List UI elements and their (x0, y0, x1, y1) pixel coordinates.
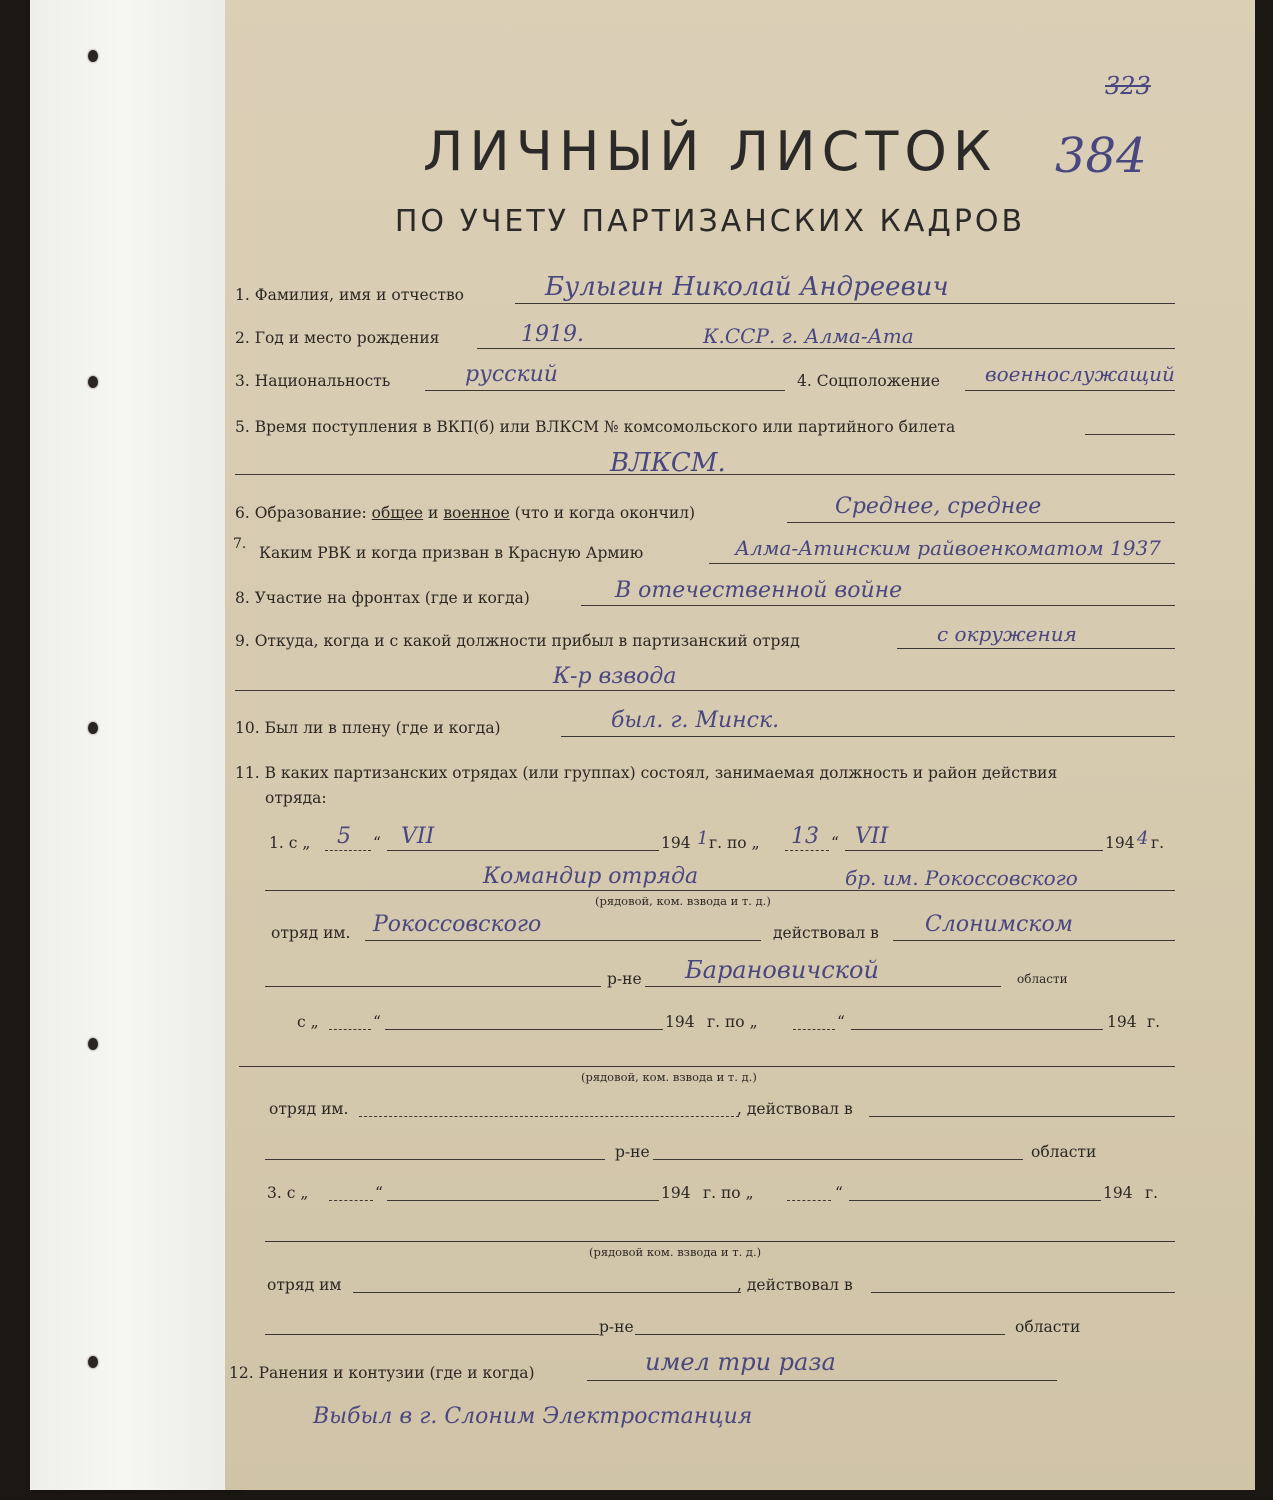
det3-prefix: 3. с „ (267, 1184, 309, 1202)
old-page-number: 323 (1105, 72, 1151, 100)
punch-hole (88, 1356, 98, 1368)
det2-acted-label: , действовал в (737, 1100, 853, 1118)
det2-year-text: 194 (665, 1013, 695, 1031)
det2-district-label: р-не (615, 1143, 650, 1161)
field-9-value-2: К-р взвода (553, 664, 677, 689)
det3-region-label: области (1015, 1318, 1081, 1336)
field-11-label-line2: отряда: (265, 789, 327, 807)
det1-district-line-b (645, 986, 1001, 987)
field-6-general: общее (371, 504, 424, 522)
det1-acted-value: Слонимском (925, 912, 1073, 937)
det2-hint: (рядовой, ком. взвода и т. д.) (581, 1070, 757, 1084)
det1-district-line-a (265, 986, 601, 987)
det2-quote2: “ (837, 1013, 845, 1031)
det1-region-label: области (1017, 972, 1068, 986)
det1-end-year-digit: 4 (1137, 828, 1149, 849)
footer-note: Выбыл в г. Слоним Электростанция (313, 1404, 753, 1429)
det1-acted-label: действовал в (773, 924, 879, 942)
det2-district-line-b (653, 1159, 1023, 1160)
field-12-value: имел три раза (645, 1348, 836, 1376)
det3-day-line (329, 1200, 373, 1201)
field-4-line (965, 390, 1175, 391)
det2-district-line-a (265, 1159, 605, 1160)
punch-hole (88, 50, 98, 62)
punch-hole (88, 722, 98, 734)
det2-month-line (385, 1029, 663, 1030)
det3-acted-line (871, 1292, 1175, 1293)
field-3-value: русский (465, 362, 558, 387)
det2-quote: “ (373, 1013, 381, 1031)
det1-month-line (387, 850, 659, 851)
field-10-label: 10. Был ли в плену (где и когда) (235, 719, 501, 737)
field-1-value: Булыгин Николай Андреевич (545, 272, 949, 302)
det2-position-line (239, 1066, 1175, 1067)
det1-month2-line (845, 850, 1103, 851)
det2-g2: г. (1147, 1013, 1161, 1031)
field-3-line (425, 390, 785, 391)
field-1-label: 1. Фамилия, имя и отчество (235, 286, 465, 304)
field-2-label: 2. Год и место рождения (235, 329, 440, 347)
punch-hole (88, 376, 98, 388)
field-4-value: военнослужащий (985, 362, 1175, 386)
det1-month2: VII (855, 824, 889, 849)
det1-acted-line (893, 940, 1175, 941)
det1-position: Командир отряда (483, 864, 699, 889)
det3-detach-line (353, 1292, 741, 1293)
det2-end: 194 (1107, 1013, 1137, 1031)
det2-detach-label: отряд им. (269, 1100, 349, 1118)
binding-strip (30, 0, 238, 1490)
field-1-line (515, 303, 1175, 304)
det1-detach-name: Рокоссовского (373, 912, 542, 937)
field-9-label: 9. Откуда, когда и с какой должности прибыл в партизанский отряд (235, 632, 800, 650)
det2-day-line (329, 1029, 371, 1030)
field-5-label: 5. Время поступления в ВКП(б) или ВЛКСМ № комсомольского или партийного билета (235, 418, 956, 436)
det1-day2-line (785, 850, 829, 851)
field-2-year: 1919. (521, 322, 584, 347)
field-6-label (235, 504, 695, 522)
det1-month: VII (401, 824, 435, 849)
field-7-line (709, 563, 1175, 564)
field-10-value: был. г. Минск. (611, 708, 780, 733)
field-2-place: К.ССР. г. Алма-Ата (703, 324, 914, 348)
det3-day2-line (787, 1200, 831, 1201)
det1-g2: г. (1151, 834, 1165, 852)
field-6-line (787, 522, 1175, 523)
field-10-line (561, 736, 1175, 737)
det1-year-digit: 1 (697, 828, 709, 849)
det1-quote: “ (373, 834, 381, 852)
det3-g2: г. (1145, 1184, 1159, 1202)
det1-hint: (рядовой, ком. взвода и т. д.) (595, 894, 771, 908)
det3-year-text: 194 (661, 1184, 691, 1202)
det3-quote: “ (375, 1184, 383, 1202)
page-number: 384 (1055, 128, 1147, 184)
det2-month2-line (851, 1029, 1103, 1030)
field-6-suffix: (что и когда окончил) (514, 504, 696, 522)
field-8-line (581, 605, 1175, 606)
det3-month-line (387, 1200, 659, 1201)
field-5-line-a (1085, 434, 1175, 435)
field-8-value: В отечественной войне (615, 578, 903, 603)
det1-position-line (265, 890, 1175, 891)
det2-g: г. по „ (707, 1013, 758, 1031)
det1-prefix: 1. с „ (269, 834, 311, 852)
field-7-num: 7. (233, 536, 247, 552)
form-sheet (225, 0, 1255, 1490)
field-6-conj: и (428, 504, 439, 522)
field-7-label: Каким РВК и когда призван в Красную Армию (259, 544, 644, 562)
det3-district-line-a (265, 1334, 599, 1335)
form-title: ЛИЧНЫЙ ЛИСТОК (422, 120, 998, 183)
field-6-military: военное (443, 504, 510, 522)
det1-year-text: 194 (661, 834, 691, 852)
det2-prefix: с „ (297, 1013, 319, 1031)
field-8-label: 8. Участие на фронтах (где и когда) (235, 589, 530, 607)
det3-g: г. по „ (703, 1184, 754, 1202)
det3-district-line-b (635, 1334, 1005, 1335)
field-2-line (477, 348, 1175, 349)
field-3-label: 3. Национальность (235, 372, 391, 390)
det3-district-label: р-не (599, 1318, 634, 1336)
det3-end: 194 (1103, 1184, 1133, 1202)
det3-acted-label: , действовал в (737, 1276, 853, 1294)
field-9-line-a (897, 648, 1175, 649)
field-5-value: ВЛКСМ. (610, 448, 726, 478)
field-9-value-1: с окружения (937, 622, 1077, 646)
det1-day: 5 (337, 824, 351, 849)
det1-end-year-text: 194 (1105, 834, 1135, 852)
det2-detach-line (359, 1116, 739, 1117)
form-subtitle: ПО УЧЕТУ ПАРТИЗАНСКИХ КАДРОВ (394, 204, 1026, 239)
det3-hint: (рядовой ком. взвода и т. д.) (589, 1245, 762, 1259)
det2-acted-line (869, 1116, 1175, 1117)
det3-month2-line (849, 1200, 1101, 1201)
det3-position-line (265, 1241, 1175, 1242)
field-9-line-b (235, 690, 1175, 691)
det1-district-label: р-не (607, 970, 642, 988)
det2-day2-line (793, 1029, 835, 1030)
det1-day2: 13 (791, 824, 819, 849)
field-6-value: Среднее, среднее (835, 494, 1042, 519)
det1-day-line (325, 850, 371, 851)
det1-dates (269, 834, 310, 852)
field-12-line (587, 1380, 1057, 1381)
field-7-value: Алма-Атинским райвоенкоматом 1937 (735, 536, 1161, 560)
field-12-label: 12. Ранения и контузии (где и когда) (229, 1364, 535, 1382)
det3-quote2: “ (835, 1184, 843, 1202)
det1-detach-line (365, 940, 761, 941)
det2-region-label: области (1031, 1143, 1097, 1161)
field-6-prefix: 6. Образование: (235, 504, 367, 522)
field-11-label-line1: 11. В каких партизанских отрядах (или группах) состоял, занимаемая должность и район действия (235, 764, 1058, 782)
det1-brigade: бр. им. Рокоссовского (845, 866, 1078, 890)
det1-detach-label: отряд им. (271, 924, 351, 942)
det1-g: г. по „ (709, 834, 760, 852)
punch-hole (88, 1038, 98, 1050)
field-4-label: 4. Соцположение (797, 372, 940, 390)
det1-quote2: “ (831, 834, 839, 852)
det3-detach-label: отряд им (267, 1276, 342, 1294)
det1-district-value: Барановичской (685, 956, 879, 984)
